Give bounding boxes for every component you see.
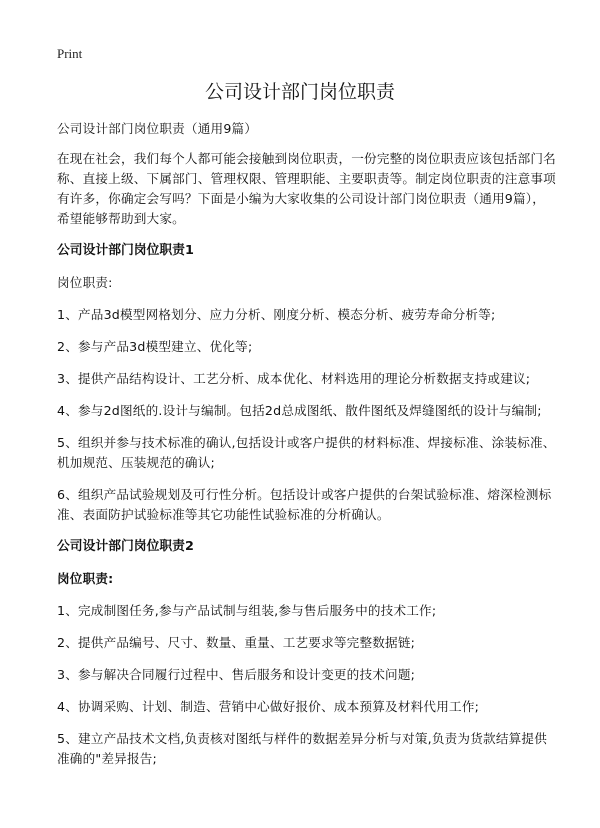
list-item: 1、完成制图任务,参与产品试制与组装,参与售后服务中的技术工作;: [57, 603, 437, 618]
section-heading: 公司设计部门岗位职责1: [57, 243, 194, 258]
print-link[interactable]: Print: [57, 46, 83, 61]
list-item: 5、组织并参与技术标准的确认,包括设计或客户提供的材料标准、焊接标准、涂装标准、机加规范、压装规范的确认;: [57, 435, 556, 470]
list-item: 3、提供产品结构设计、工艺分析、成本优化、材料选用的理论分析数据支持或建议;: [57, 371, 531, 386]
article-body: [57, 119, 557, 781]
list-item: 6、组织产品试验规划及可行性分析。包括设计或客户提供的台架试验标准、熔深检测标准、表面防护试验标准等其它功能性试验标准的分析确认。: [57, 487, 552, 522]
list-item: 2、提供产品编号、尺寸、数量、重量、工艺要求等完整数据链;: [57, 635, 416, 650]
list-item: 5、建立产品技术文档,负责核对图纸与样件的数据差异分析与对策,负责为货款结算提供准确的"差异报告;: [57, 731, 547, 766]
list-item: 1、产品3d模型网格划分、应力分析、刚度分析、模态分析、疲劳寿命分析等;: [57, 307, 496, 322]
page-title: 公司设计部门岗位职责: [204, 81, 395, 103]
section-label: 岗位职责:: [57, 275, 113, 290]
section-label: 岗位职责:: [57, 571, 114, 586]
list-item: 3、参与解决合同履行过程中、售后服务和设计变更的技术问题;: [57, 667, 416, 682]
list-item: 2、参与产品3d模型建立、优化等;: [57, 339, 253, 354]
list-item: 4、协调采购、计划、制造、营销中心做好报价、成本预算及材料代用工作;: [57, 699, 480, 714]
section-1: [57, 241, 557, 525]
document-subtitle: 公司设计部门岗位职责（通用9篇）: [57, 121, 258, 136]
section-2: [57, 537, 557, 769]
section-heading: 公司设计部门岗位职责2: [57, 539, 194, 554]
intro-paragraph: 在现在社会，我们每个人都可能会接触到岗位职责，一份完整的岗位职责应该包括部门名称、直接上级、下属部门、管理权限、管理职能、主要职责等。制定岗位职责的注意事项有许多，你确定会写吗？下面是小编为大家收集的公司设计部门岗位职责（通用9篇），希望能够帮助到大家。: [57, 151, 556, 226]
list-item: 4、参与2d图纸的.设计与编制。包括2d总成图纸、散件图纸及焊缝图纸的设计与编制;: [57, 403, 542, 418]
